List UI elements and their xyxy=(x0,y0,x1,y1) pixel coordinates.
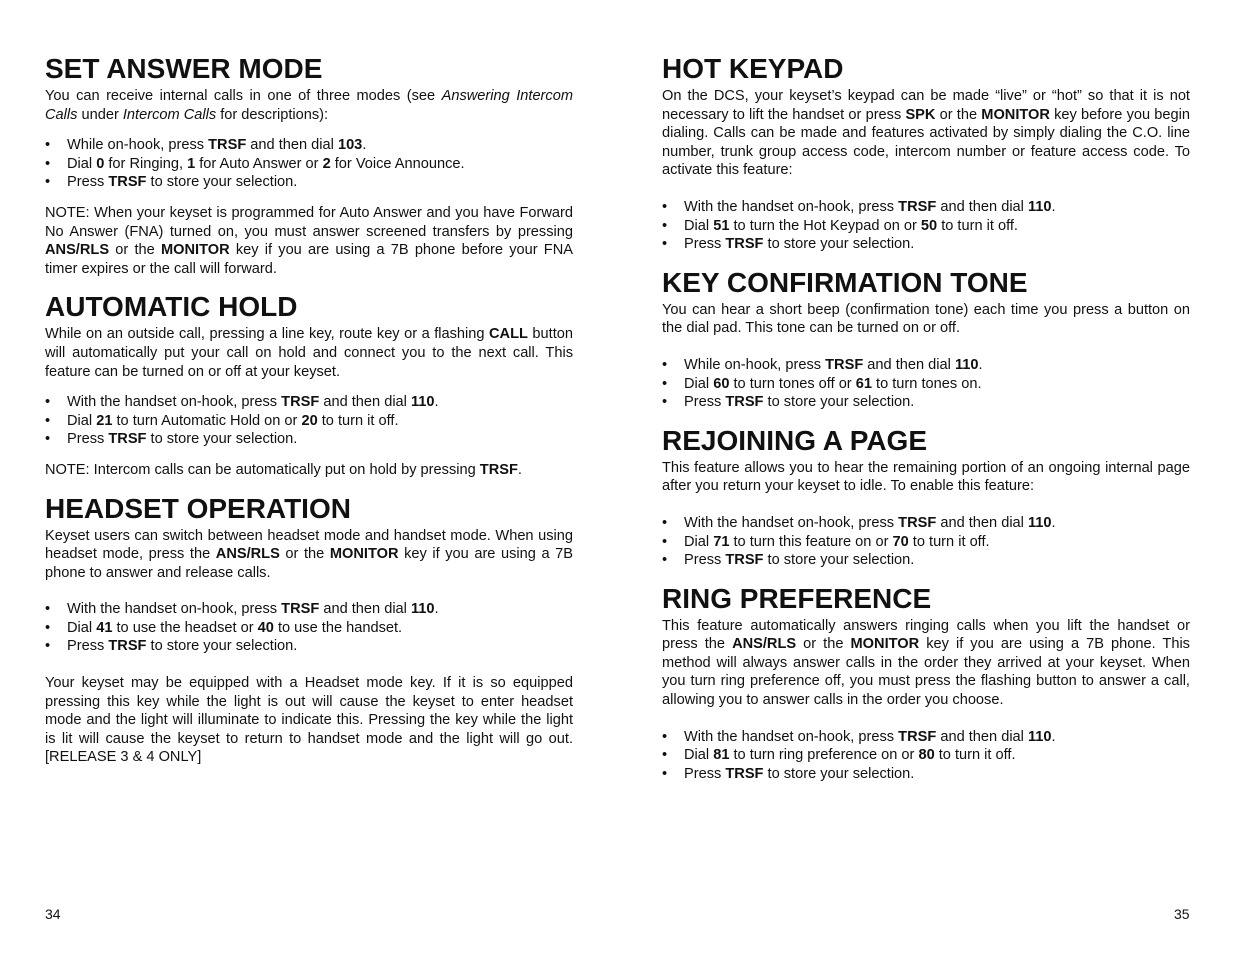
text-run: With the handset on-hook, press xyxy=(67,601,282,618)
text-run: and then dial xyxy=(319,601,411,618)
left-page-column xyxy=(45,52,573,767)
text-run: or the xyxy=(279,546,330,563)
text-run: to turn it off. xyxy=(317,412,399,429)
text-run: Dial xyxy=(684,533,714,550)
text-run: button will automatically put your call on hold and connect you to the next call. This feature can be turned on or off at your keyset. xyxy=(45,326,573,380)
text-run: to turn this feature on or xyxy=(729,533,893,550)
instruction-list xyxy=(662,198,1190,254)
bold-key-text: 70 xyxy=(892,533,909,550)
bold-key-text: 1 xyxy=(187,155,196,172)
section-title: AUTOMATIC HOLD xyxy=(45,291,298,323)
section-intro xyxy=(45,527,573,583)
text-run: for Auto Answer or xyxy=(195,155,323,172)
text-run: or the xyxy=(935,106,982,123)
text-run: to store your selection. xyxy=(146,431,298,448)
italic-ref-text: Intercom Calls xyxy=(122,106,217,123)
text-run: With the handset on-hook, press xyxy=(684,728,899,745)
text-run: Dial xyxy=(67,619,97,636)
bold-key-text: CALL xyxy=(489,326,528,343)
list-item xyxy=(45,136,573,155)
bold-key-text: 81 xyxy=(713,747,730,764)
bold-key-text: 50 xyxy=(920,217,938,234)
bold-key-text: TRSF xyxy=(725,765,764,782)
bold-key-text: 110 xyxy=(954,356,979,373)
text-run: With the handset on-hook, press xyxy=(684,514,899,531)
bold-key-text: TRSF xyxy=(725,394,764,411)
bold-key-text: 80 xyxy=(918,747,935,764)
text-run: While on an outside call, pressing a line key, route key or a flashing xyxy=(45,326,489,343)
text-run: to store your selection. xyxy=(763,765,915,782)
list-item xyxy=(662,393,1190,412)
text-run: Press xyxy=(684,394,726,411)
text-run: . xyxy=(1051,198,1056,215)
bold-key-text: TRSF xyxy=(479,461,518,478)
section-title: KEY CONFIRMATION TONE xyxy=(662,266,1028,298)
bold-key-text: MONITOR xyxy=(329,546,399,563)
list-item xyxy=(662,533,1190,552)
list-item xyxy=(45,430,573,449)
bold-key-text: 61 xyxy=(855,375,872,392)
text-run: and then dial xyxy=(936,728,1028,745)
instruction-list xyxy=(662,356,1190,412)
list-item xyxy=(45,412,573,431)
text-run: On the DCS, your keyset’s keypad can be made “live” or “hot” so that it is not necessary to lift the handset or press xyxy=(662,88,1190,123)
bold-key-text: 110 xyxy=(1027,514,1052,531)
text-run: Dial xyxy=(684,747,714,764)
page-number-left: 34 xyxy=(45,906,61,922)
text-run: for Voice Announce. xyxy=(330,155,465,172)
bold-key-text: TRSF xyxy=(108,638,147,655)
instruction-list xyxy=(662,514,1190,570)
text-run: NOTE: When your keyset is programmed for Auto Answer and you have Forward No Answer (FNA) turned on, you must answer screened transfers by pressing xyxy=(45,204,573,240)
bold-key-text: MONITOR xyxy=(850,636,920,653)
section-intro xyxy=(662,617,1190,710)
bold-key-text: 110 xyxy=(1027,198,1052,215)
text-run: . xyxy=(434,601,439,618)
list-item xyxy=(662,551,1190,570)
list-item xyxy=(662,514,1190,533)
list-item xyxy=(45,393,573,412)
text-run: Dial xyxy=(67,155,97,172)
section-intro xyxy=(662,87,1190,180)
text-run: Press xyxy=(684,765,726,782)
text-run: . xyxy=(978,356,983,373)
text-run: to store your selection. xyxy=(763,236,915,253)
text-run: . xyxy=(517,461,522,478)
section-intro xyxy=(45,87,573,124)
bold-key-text: 71 xyxy=(713,533,730,550)
bold-key-text: TRSF xyxy=(281,394,320,411)
bold-key-text: TRSF xyxy=(898,728,937,745)
text-run: . xyxy=(1051,514,1056,531)
bold-key-text: MONITOR xyxy=(981,106,1050,123)
bold-key-text: 21 xyxy=(96,412,113,429)
section-note xyxy=(45,674,573,767)
list-item xyxy=(662,746,1190,765)
list-item xyxy=(45,619,573,638)
section-key-confirmation-tone xyxy=(662,266,1190,412)
text-run: Your keyset may be equipped with a Headset mode key. If it is so equipped pressing this key while the light is out will cause the keyset to enter headset mode and the light will illuminate to indicate this. Pressing the key while the light is lit will cause the keyset to return to handset mode and the light will go out. [RELEASE 3 & 4 ONLY] xyxy=(45,675,573,766)
bold-key-text: 51 xyxy=(713,217,730,234)
section-title: REJOINING A PAGE xyxy=(662,424,928,456)
bold-key-text: 60 xyxy=(713,375,730,392)
bold-key-text: 41 xyxy=(96,619,113,636)
section-rejoining-a-page xyxy=(662,424,1190,570)
text-run: Press xyxy=(684,552,726,569)
section-title: RING PREFERENCE xyxy=(662,582,932,614)
text-run: to turn tones on. xyxy=(871,375,982,392)
section-headset-operation xyxy=(45,492,573,768)
text-run: Keyset users can switch between headset mode and handset mode. When using headset mode, press the xyxy=(45,527,573,563)
text-run: to turn Automatic Hold on or xyxy=(112,412,302,429)
bold-key-text: SPK xyxy=(905,106,936,123)
text-run: and then dial xyxy=(319,394,411,411)
bold-key-text: TRSF xyxy=(898,198,937,215)
bold-key-text: TRSF xyxy=(108,174,147,191)
list-item xyxy=(45,155,573,174)
bold-key-text: ANS/RLS xyxy=(732,636,797,653)
text-run: to turn the Hot Keypad on or xyxy=(729,217,921,234)
bold-key-text: TRSF xyxy=(725,236,764,253)
text-run: This feature automatically answers ringing calls when you lift the handset or press the xyxy=(662,617,1190,653)
text-run: With the handset on-hook, press xyxy=(67,394,282,411)
text-run: to turn it off. xyxy=(937,217,1018,234)
text-run: and then dial xyxy=(936,198,1028,215)
bold-key-text: 110 xyxy=(410,601,435,618)
section-hot-keypad xyxy=(662,52,1190,254)
text-run: key if you are using a 7B phone. This method will always answer calls in the order they arrived at your keyset. When you turn ring preference off, you must press the flashing button to answer a call, allowing you to answer calls in the order you choose. xyxy=(662,636,1190,709)
page-number-right: 35 xyxy=(1174,906,1190,922)
bold-key-text: TRSF xyxy=(208,137,247,154)
text-run: NOTE: Intercom calls can be automatically put on hold by pressing xyxy=(45,461,480,478)
section-title: HEADSET OPERATION xyxy=(45,492,351,524)
text-run: to turn ring preference on or xyxy=(729,747,919,764)
bold-key-text: ANS/RLS xyxy=(45,242,110,259)
section-intro xyxy=(45,325,573,381)
bold-key-text: 40 xyxy=(257,619,274,636)
bold-key-text: TRSF xyxy=(898,514,937,531)
list-item xyxy=(662,728,1190,747)
text-run: and then dial xyxy=(246,137,338,154)
text-run: You can receive internal calls in one of three modes (see xyxy=(45,88,442,104)
bold-key-text: 2 xyxy=(322,155,331,172)
text-run: key if you are using a 7B phone to answer and release calls. xyxy=(45,546,574,581)
section-automatic-hold xyxy=(45,290,573,479)
text-run: Press xyxy=(67,174,109,191)
section-intro xyxy=(662,459,1190,496)
instruction-list xyxy=(45,600,573,656)
text-run: or the xyxy=(109,242,161,259)
text-run: key if you are using a 7B phone before your FNA timer expires or the call will forward. xyxy=(45,242,573,277)
bold-key-text: TRSF xyxy=(108,431,147,448)
list-item xyxy=(662,765,1190,784)
list-item xyxy=(45,173,573,192)
text-run: to store your selection. xyxy=(763,552,915,569)
bold-key-text: 110 xyxy=(410,394,435,411)
text-run: Dial xyxy=(67,412,97,429)
section-set-answer-mode xyxy=(45,52,573,278)
text-run: While on-hook, press xyxy=(684,356,826,373)
text-run: . xyxy=(1051,728,1056,745)
text-run: This feature allows you to hear the remaining portion of an ongoing internal page after you return your keyset to idle. To enable this feature: xyxy=(662,459,1190,495)
text-run: under xyxy=(77,106,123,123)
text-run: and then dial xyxy=(863,356,955,373)
bold-key-text: 103 xyxy=(337,137,363,154)
text-run: Press xyxy=(684,236,726,253)
list-item xyxy=(662,375,1190,394)
text-run: . xyxy=(434,394,439,411)
section-note xyxy=(45,204,573,278)
section-note xyxy=(45,461,573,480)
text-run: for Ringing, xyxy=(104,155,188,172)
text-run: to use the handset. xyxy=(273,619,403,636)
italic-ref-text: Answering Intercom Calls xyxy=(45,88,573,123)
bold-key-text: TRSF xyxy=(725,552,764,569)
section-title: HOT KEYPAD xyxy=(662,53,844,84)
section-title: SET ANSWER MODE xyxy=(45,53,323,84)
text-run: or the xyxy=(796,636,851,653)
bold-key-text: MONITOR xyxy=(160,242,230,259)
text-run: to store your selection. xyxy=(763,394,915,411)
instruction-list xyxy=(45,136,573,192)
text-run: to store your selection. xyxy=(146,638,298,655)
text-run: Dial xyxy=(684,375,714,392)
bold-key-text: 0 xyxy=(96,155,105,172)
text-run: While on-hook, press xyxy=(67,137,209,154)
list-item xyxy=(45,600,573,619)
bold-key-text: ANS/RLS xyxy=(215,546,280,563)
text-run: for descriptions): xyxy=(216,106,329,123)
list-item xyxy=(662,198,1190,217)
text-run: to store your selection. xyxy=(146,174,298,191)
text-run: With the handset on-hook, press xyxy=(684,198,899,215)
bold-key-text: 20 xyxy=(301,412,318,429)
list-item xyxy=(662,235,1190,254)
list-item xyxy=(45,637,573,656)
text-run: Dial xyxy=(684,217,714,234)
bold-key-text: 110 xyxy=(1027,728,1052,745)
right-page-column xyxy=(662,52,1190,783)
section-intro xyxy=(662,301,1190,338)
list-item xyxy=(662,356,1190,375)
text-run: key before you begin dialing. Calls can be made and features activated by simply dialing the C.O. line number, trunk group access code, intercom number or feature access code. To activate this feature: xyxy=(662,106,1190,179)
bold-key-text: TRSF xyxy=(281,601,320,618)
text-run: to turn tones off or xyxy=(729,375,856,392)
instruction-list xyxy=(45,393,573,449)
text-run: to use the headset or xyxy=(112,619,258,636)
section-ring-preference xyxy=(662,582,1190,784)
instruction-list xyxy=(662,728,1190,784)
text-run: to turn it off. xyxy=(934,747,1016,764)
text-run: You can hear a short beep (confirmation tone) each time you press a button on the dial pad. This tone can be turned on or off. xyxy=(662,301,1190,337)
bold-key-text: TRSF xyxy=(825,356,864,373)
text-run: . xyxy=(362,137,367,154)
text-run: Press xyxy=(67,638,109,655)
list-item xyxy=(662,217,1190,236)
text-run: to turn it off. xyxy=(908,533,990,550)
text-run: Press xyxy=(67,431,109,448)
text-run: and then dial xyxy=(936,514,1028,531)
